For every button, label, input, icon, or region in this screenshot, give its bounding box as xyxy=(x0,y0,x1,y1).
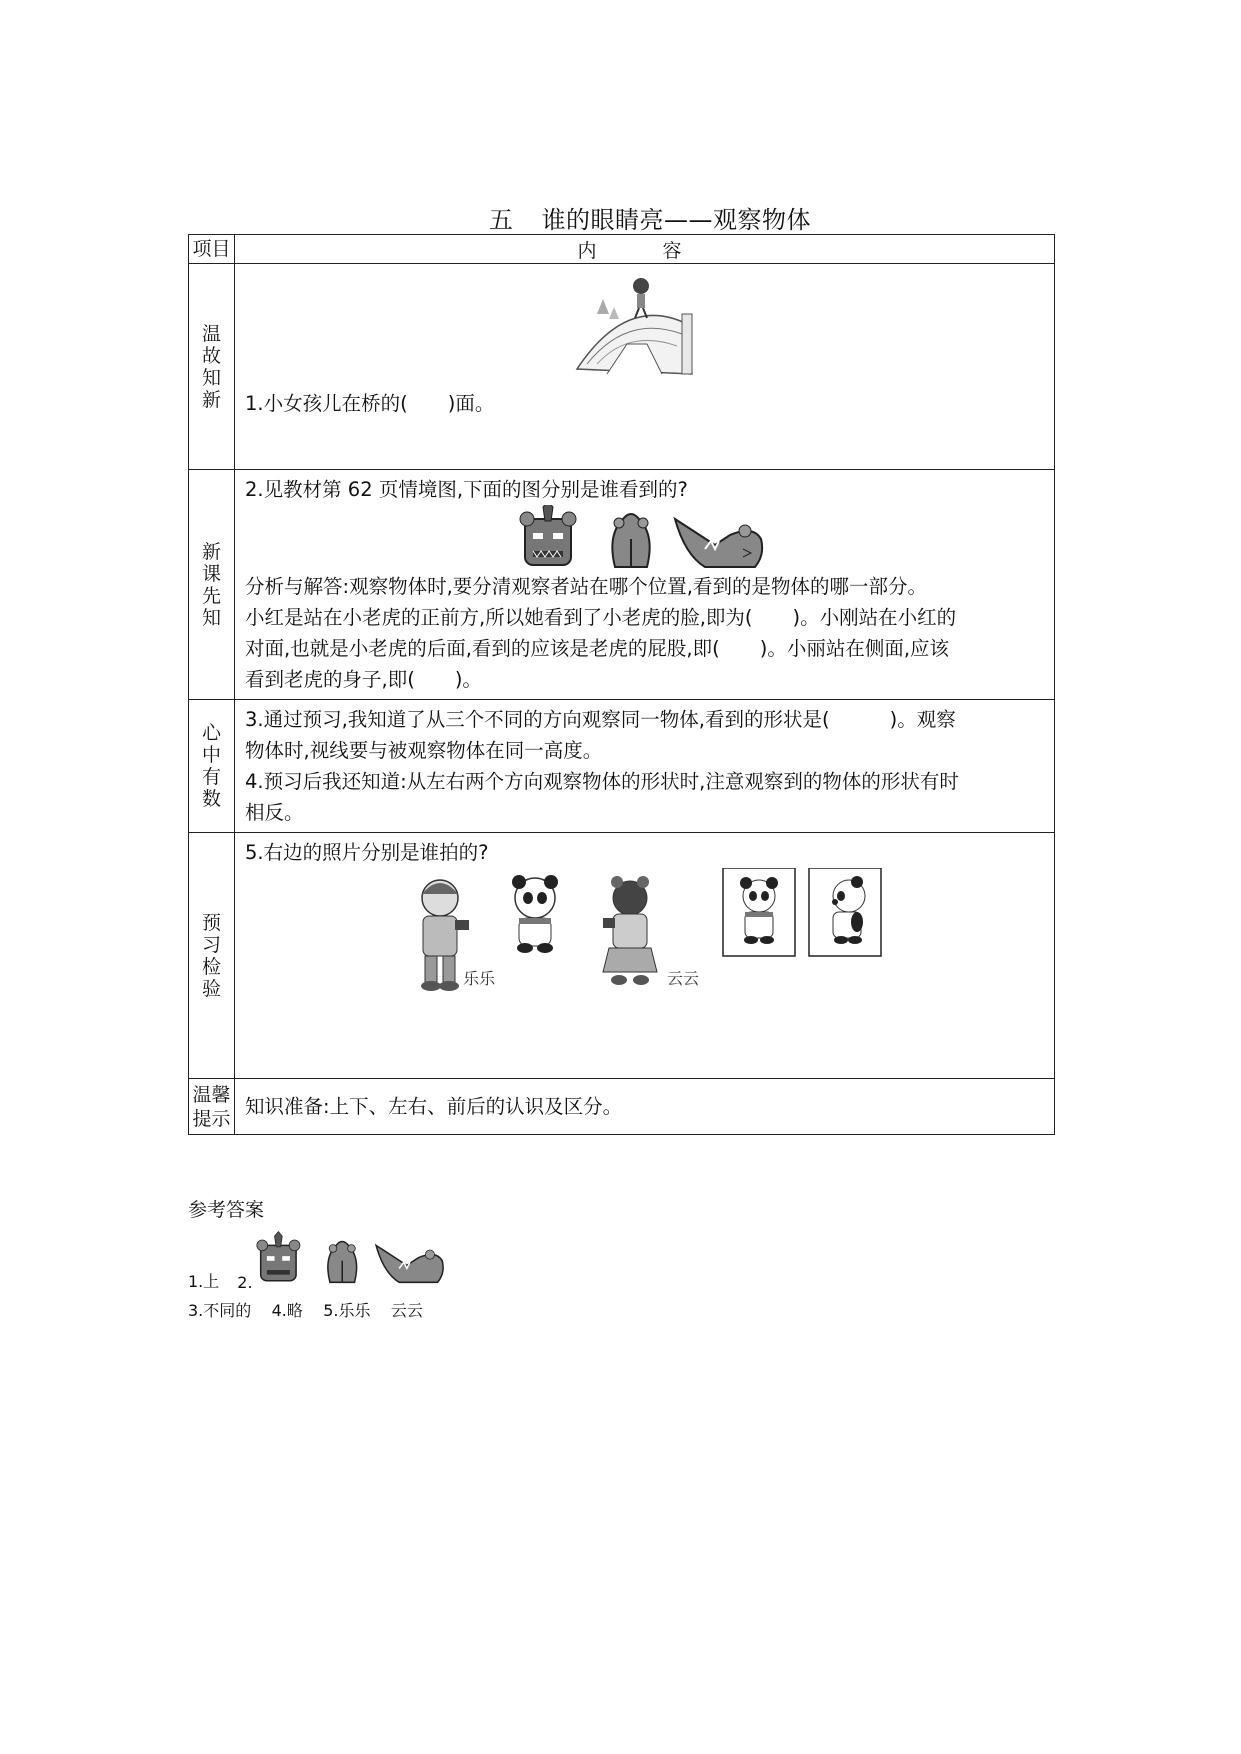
q3-text-b: )。观察 xyxy=(889,708,956,731)
row-content-review xyxy=(235,264,1055,470)
tiger-views-illustration xyxy=(515,505,775,571)
analysis-line1: 分析与解答:观察物体时,要分清观察者站在哪个位置,看到的是物体的哪一部分。 xyxy=(245,575,927,598)
panda-icon xyxy=(512,875,558,953)
q1-text-a: 1.小女孩儿在桥的( xyxy=(245,392,408,415)
tip-text: 知识准备:上下、左右、前后的认识及区分。 xyxy=(245,1095,623,1118)
photo-front-icon xyxy=(723,868,795,956)
answer-section xyxy=(188,1195,453,1321)
q3-text-c: 物体时,视线要与被观察物体在同一高度。 xyxy=(245,739,603,762)
q4-text-b: 相反。 xyxy=(245,801,304,824)
row-label-tip: 温馨 提示 xyxy=(189,1079,235,1135)
photo-side-icon xyxy=(809,868,881,956)
title-chapter: 五 xyxy=(488,206,514,234)
answer-2: 2. xyxy=(237,1273,253,1292)
row-label-check: 预 习 检 验 xyxy=(189,833,235,1079)
q3-text-a: 3.通过预习,我知道了从三个不同的方向观察同一物体,看到的形状是( xyxy=(245,708,830,731)
analysis-line2-b: )。小刚站在小红的 xyxy=(792,606,957,629)
table-row xyxy=(189,700,1055,833)
title-text: 谁的眼睛亮——观察物体 xyxy=(541,206,812,234)
answer-line-2: 3.不同的 4.略 5.乐乐 云云 xyxy=(188,1301,423,1320)
girl-yunyun-icon xyxy=(603,876,657,985)
worksheet-table xyxy=(188,234,1055,1135)
row-content-check xyxy=(235,833,1055,1079)
tiger-side-icon xyxy=(675,519,762,567)
header-content: 内 容 xyxy=(235,235,1055,264)
q1-text-b: )面。 xyxy=(447,392,495,415)
q2-text: 2.见教材第 62 页情境图,下面的图分别是谁看到的? xyxy=(245,478,688,501)
analysis-line3-b: )。小丽站在侧面,应该 xyxy=(759,637,950,660)
caption-lele: 乐乐 xyxy=(463,969,496,988)
answer-tiger-views-icon xyxy=(253,1228,453,1292)
analysis-line2-a: 小红是站在小老虎的正前方,所以她看到了小老虎的脸,即为( xyxy=(245,606,753,629)
q4-text-a: 4.预习后我还知道:从左右两个方向观察物体的形状时,注意观察到的物体的形状有时 xyxy=(245,770,959,793)
caption-yunyun: 云云 xyxy=(667,969,700,988)
row-label-review: 温 故 知 新 xyxy=(189,264,235,470)
row-content-tip xyxy=(235,1079,1055,1135)
tiger-back-icon xyxy=(612,514,649,567)
row-content-preview xyxy=(235,470,1055,700)
boy-lele-icon xyxy=(421,880,469,991)
table-row xyxy=(189,1079,1055,1135)
table-row xyxy=(189,470,1055,700)
analysis-line4-a: 看到老虎的身子,即( xyxy=(245,668,415,691)
q5-text: 5.右边的照片分别是谁拍的? xyxy=(245,841,489,864)
answer-heading: 参考答案 xyxy=(188,1199,265,1221)
row-label-mind: 心 中 有 数 xyxy=(189,700,235,833)
analysis-line3-a: 对面,也就是小老虎的后面,看到的应该是老虎的屁股,即( xyxy=(245,637,720,660)
table-header-row xyxy=(189,235,1055,264)
tiger-front-icon xyxy=(520,505,576,565)
analysis-line4-b: )。 xyxy=(454,668,482,691)
row-label-preview: 新 课 先 知 xyxy=(189,470,235,700)
page-title xyxy=(0,200,1241,235)
table-row xyxy=(189,833,1055,1079)
answer-1: 1.上 xyxy=(188,1272,220,1291)
photographers-illustration xyxy=(405,868,1045,1018)
row-content-mind xyxy=(235,700,1055,833)
header-item: 项目 xyxy=(189,235,235,264)
table-row xyxy=(189,264,1055,470)
bridge-girl-illustration xyxy=(567,274,707,384)
